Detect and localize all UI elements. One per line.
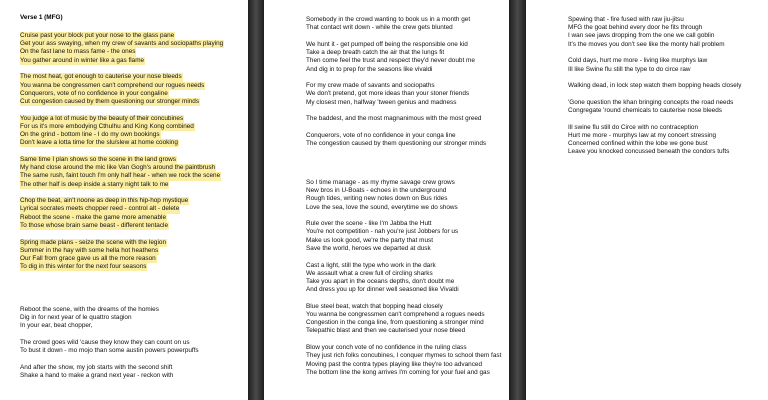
page-1 <box>0 0 248 400</box>
lyric-line: You're not competition - nah you're just Jobbers for us <box>306 228 459 236</box>
lyric-line: Hurt me more - murphys law at my concert stressing <box>568 132 717 140</box>
page-gutter <box>248 0 264 400</box>
highlighted-lyric-line: Reboot the scene - make the game more amenable <box>20 213 167 221</box>
lyric-line: Make us look good, we're the party that must <box>306 236 433 244</box>
stanza <box>568 16 768 49</box>
lyric-line: Leave you knocked concussed beneath the condors tufts <box>568 148 730 156</box>
highlighted-lyric-line: The most heat, got enough to cauterise your nose bleeds <box>20 73 182 81</box>
lyric-line: Somebody in the crowd wanting to book us in a month get <box>306 16 471 23</box>
lyric-line: Blue steel beat, watch that bopping head closely <box>306 302 443 310</box>
stanza <box>20 239 248 272</box>
lyric-line: Reboot the scene, with the dreams of the homies <box>20 305 159 313</box>
lyric-line: So I time manage - as my rhyme savage crew grows <box>306 178 455 186</box>
highlighted-lyric-line: You judge a lot of music by the beauty of their concubines <box>20 114 184 122</box>
lyric-line: The baddest, and the most magnanimous with the most greed <box>306 115 482 123</box>
stanza-group-a <box>306 16 509 148</box>
lyric-line: Rule over the scene - like I'm Jabba the Hutt <box>306 220 432 228</box>
stanza <box>306 262 509 295</box>
lyric-line: Cold days, hurt me more - living like murphys law <box>568 57 708 65</box>
stanza <box>20 32 248 65</box>
lyric-line: Blow your conch vote of no confidence in the ruling class <box>306 344 467 352</box>
stanza <box>306 41 509 74</box>
stanza <box>306 220 509 253</box>
highlighted-lyric-line: My hand close around the mic like Van Gogh's around the paintbrush <box>20 164 216 172</box>
stanza <box>568 124 768 157</box>
lyric-line: And dress you up for dinner well seasoned like Vivaldi <box>306 286 459 294</box>
highlighted-lyric-line: Our Fall from grace gave us all the more reason <box>20 254 156 262</box>
highlighted-stanzas <box>20 32 248 271</box>
stanza <box>568 57 768 73</box>
lyric-line: We assault what a crew full of circling sharks <box>306 269 433 277</box>
stanza <box>306 303 509 336</box>
highlighted-lyric-line: On the fast lane to mass fame - the ones <box>20 48 136 56</box>
lyric-line: Take you apart in the oceans depths, don't doubt me <box>306 277 455 285</box>
highlighted-lyric-line: On the grind - bottom line - I do my own bookings <box>20 131 160 139</box>
lyric-line: That contact writ down - while the crew gets blunted <box>306 24 453 32</box>
lyric-line: We hunt it - get pumped off being the responsible one kid <box>306 40 468 48</box>
highlighted-lyric-line: You gather around in winter like a gas flame <box>20 56 145 64</box>
lyric-line: The bottom line the kong arrives I'm coming for your fuel and gas <box>306 368 490 376</box>
lyric-line: We don't pretend, got more ideas than your stoner friends <box>306 90 470 98</box>
stanza <box>20 306 248 331</box>
highlighted-lyric-line: Spring made plans - seize the scene with the legion <box>20 238 167 246</box>
page-gutter <box>509 0 526 400</box>
highlighted-lyric-line: Get your ass swaying, when my crew of savants and sociopaths playing <box>20 40 224 48</box>
highlighted-lyric-line: For us it's more embodying Cthulhu and King Kong combined <box>20 122 194 130</box>
lyric-line: Ill like Swine flu still the type to do circe raw <box>568 65 691 73</box>
highlighted-lyric-line: You wanna be congressmen can't comprehend our rogues needs <box>20 81 205 89</box>
highlighted-lyric-line: The same rush, faint touch I'm only half hear - when we rock the scene <box>20 172 221 180</box>
lyric-line: It's the moves you don't see like the monty hall problem <box>568 40 725 48</box>
lyric-line: Walking dead, in lock step watch them bopping heads closely <box>568 82 742 90</box>
lyric-line: My closest men, halfway 'tween genius and madness <box>306 98 457 106</box>
lyric-line: Ill swine flu still do Circe with no contraception <box>568 123 699 131</box>
lyric-line: Moving past the contra types playing like they're too advanced <box>306 360 483 368</box>
plain-stanzas <box>20 306 248 380</box>
lyric-line: You wanna be congressmen can't comprehend a rogues needs <box>306 311 485 319</box>
stanza <box>306 16 509 32</box>
lyric-line: Rough tides, writing new notes down on Bus rides <box>306 195 448 203</box>
highlighted-lyric-line: To dig in this winter for the next four seasons <box>20 263 147 271</box>
lyric-line: Conquerors, vote of no confidence in your conga line <box>306 132 456 140</box>
lyric-line: Love the sea, love the sound, everytime we do shows <box>306 203 458 211</box>
highlighted-lyric-line: To those whose brain same beast - different tentacle <box>20 221 169 229</box>
highlighted-lyric-line: Cut congestion caused by them questioning our stronger minds <box>20 97 200 105</box>
stanza <box>568 99 768 115</box>
stanza <box>20 73 248 106</box>
stanza-gap <box>306 157 509 179</box>
highlighted-lyric-line: Same time I plan shows so the scene in the land grows <box>20 155 176 163</box>
page-2 <box>264 0 509 400</box>
highlighted-lyric-line: Summer in the hay with some hella hot heathens <box>20 246 159 254</box>
lyric-line: Cast a light, still the type who work in the dark <box>306 261 436 269</box>
highlighted-lyric-line: Don't leave a lotta time for the slu/slew at home cooking <box>20 139 178 147</box>
lyric-line: I wan see jaws dropping from the one we call goblin <box>568 32 715 40</box>
stanza <box>306 115 509 123</box>
stanza-group <box>568 16 768 157</box>
lyric-line: They just rich folks concubines, I conquer rhymes to school them fast <box>306 352 502 360</box>
stanza <box>306 344 509 377</box>
verse-title: Verse 1 (MFG) <box>20 14 63 21</box>
lyric-line: Take a deep breath catch the air that the lungs fit <box>306 49 445 57</box>
page-3 <box>526 0 768 400</box>
lyric-line: MFG the goat behind every door he fits through <box>568 24 703 32</box>
lyric-line: And after the show, my job starts with the second shift <box>20 363 173 371</box>
lyric-line: Congestion in the conga line, from questioning a stronger mind <box>306 319 484 327</box>
stanza <box>20 339 248 355</box>
lyric-line: New bros in U-Boats - echoes in the underground <box>306 187 447 195</box>
lyric-line: Concerned confined within the lobe we gone bust <box>568 140 708 148</box>
lyric-line: Congregate 'round chemicals to cauterise nose bleeds <box>568 107 722 115</box>
lyric-line: 'Gone question the khan bringing concepts the road needs <box>568 98 734 106</box>
stanza <box>568 82 768 90</box>
highlighted-lyric-line: Chop the beat, ain't noone as deep in this hip-hop mystique <box>20 197 189 205</box>
lyric-line: In your ear, beat chopper, <box>20 322 93 330</box>
stanza <box>306 132 509 148</box>
stanza <box>306 82 509 107</box>
stanza <box>20 197 248 230</box>
highlighted-lyric-line: Conquerors, vote of no confidence in your congaline <box>20 89 168 97</box>
lyric-line: Then come feel the trust and respect they'd never doubt me <box>306 57 475 65</box>
lyric-line: Spewing that - fire fused with raw jiu-jitsu <box>568 16 684 23</box>
stanza <box>20 115 248 148</box>
stanza <box>20 156 248 189</box>
stanza-gap <box>20 280 248 306</box>
lyric-line: Telepathic blast and then we cauterised your nose bleed <box>306 327 466 335</box>
stanza <box>20 364 248 380</box>
lyric-line: For my crew made of savants and sociopaths <box>306 82 435 90</box>
lyric-line: To bust it down - mo mojo than some austin powers powerpuffs <box>20 347 199 355</box>
lyric-line: Shake a hand to make a grand next year - reckon with <box>20 372 174 380</box>
highlighted-lyric-line: Lyrical socrates meets chopper reed - control alt - delete <box>20 205 180 213</box>
lyric-line: The congestion caused by them questioning our stronger minds <box>306 140 487 148</box>
highlighted-lyric-line: Cruise past your block put your nose to the glass pane <box>20 32 175 39</box>
stanza-group-b <box>306 179 509 377</box>
lyric-line: Dig in for next year of le quattro stagion <box>20 314 132 322</box>
stanza <box>306 179 509 212</box>
highlighted-lyric-line: The other half is deep inside a starry night talk to me <box>20 180 169 188</box>
lyric-line: And dig in to prep for the seasons like vivaldi <box>306 65 433 73</box>
lyric-line: Save the world, heroes we departed at dusk <box>306 244 431 252</box>
lyric-line: The crowd goes wild 'cause they know they can count on us <box>20 338 190 346</box>
